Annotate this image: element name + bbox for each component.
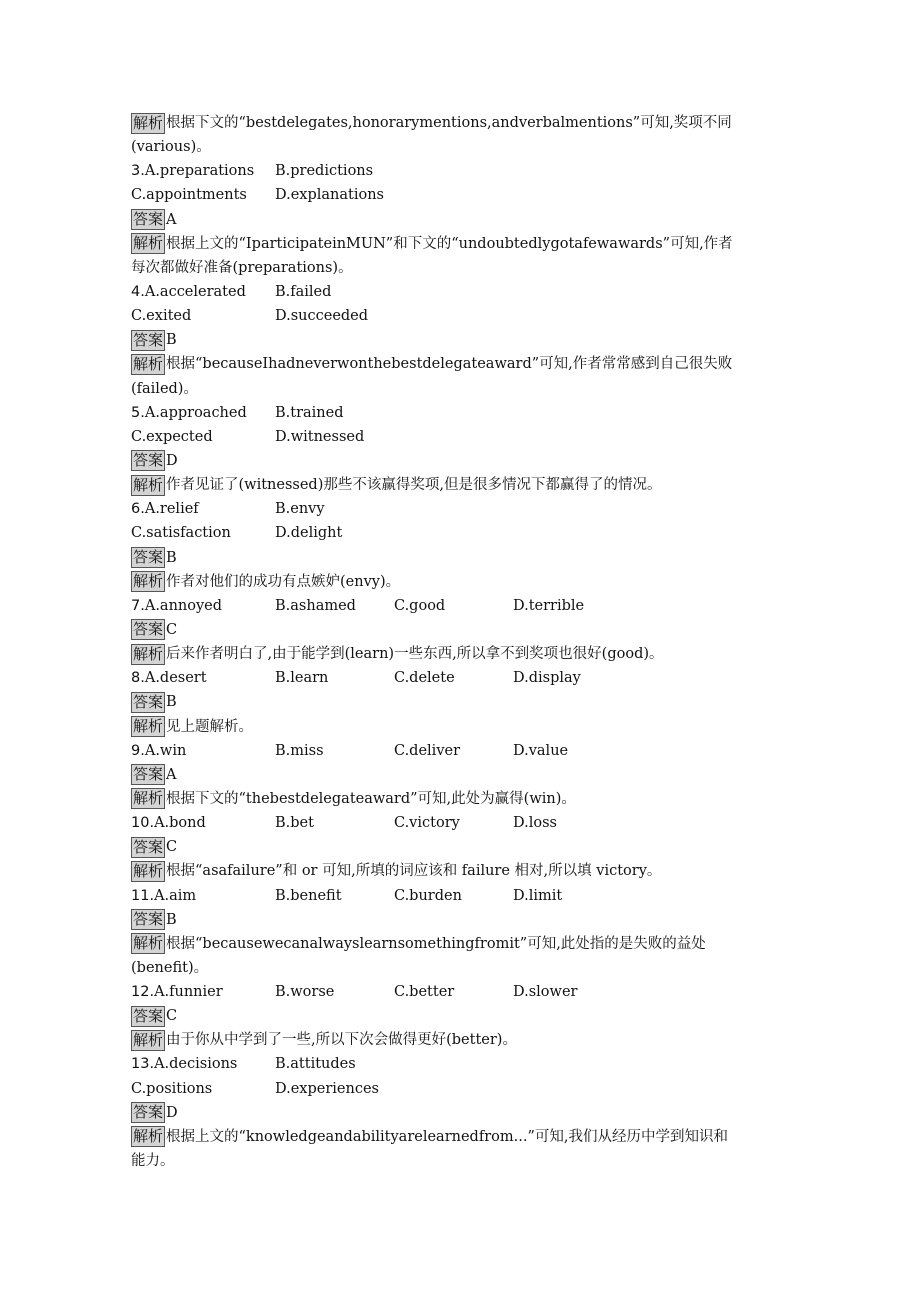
answer-text: B [166,694,177,711]
option-choice [513,666,581,690]
option-choice [275,497,325,521]
option-text: A.desert [144,670,207,687]
answer-label: 答案 [133,210,164,229]
question-number: 7. [131,597,145,614]
option-choice [275,811,314,835]
option-choice [131,594,222,618]
answer-line [131,1101,811,1125]
analysis-text: 由于你从中学到了一些,所以下次会做得更好(better)。 [166,1032,517,1049]
option-choice [275,159,373,183]
option-text: A.decisions [154,1056,238,1073]
answer-label: 答案 [133,692,164,711]
text-line [131,135,811,159]
option-text: B.envy [275,501,325,518]
options-line [131,280,811,304]
option-choice [394,811,460,835]
text-line [131,956,811,980]
analysis-text: 后来作者明白了,由于能学到(learn)一些东西,所以拿不到奖项也很好(good)。 [166,646,664,663]
option-text: A.bond [154,815,206,832]
option-choice [513,884,562,908]
option-choice [275,521,342,545]
analysis-line [131,1028,811,1052]
options-line [131,425,811,449]
option-text: A.approached [144,404,247,421]
analysis-text: 作者对他们的成功有点嫉妒(envy)。 [166,573,401,590]
text-line [131,1149,811,1173]
option-text: C.deliver [394,742,461,759]
analysis-label: 解析 [133,717,164,736]
answer-text: D [166,1104,178,1121]
option-text: B.worse [275,984,335,1001]
option-choice [513,594,584,618]
option-choice [275,401,344,425]
option-choice [394,980,454,1004]
option-choice [394,594,445,618]
option-text: C.delete [394,670,455,687]
question-number: 4. [131,283,145,300]
answer-line [131,449,811,473]
question-number: 5. [131,404,145,421]
option-text: D.limit [513,887,563,904]
options-line [131,1077,811,1101]
answer-line [131,546,811,570]
analysis-line [131,352,811,376]
analysis-label: 解析 [133,644,164,663]
option-choice [513,739,568,763]
answer-label: 答案 [133,910,164,929]
analysis-label: 解析 [133,354,164,373]
option-text: C.expected [131,428,213,445]
answer-label: 答案 [133,548,164,567]
continuation-text: 每次都做好准备(preparations)。 [131,259,353,276]
analysis-label: 解析 [133,934,164,953]
option-text: C.good [394,597,446,614]
analysis-label: 解析 [133,789,164,808]
question-number: 8. [131,670,145,687]
option-choice [275,884,342,908]
answer-text: A [166,766,177,783]
option-choice [275,1077,379,1101]
option-choice [131,811,206,835]
option-choice [275,1052,356,1076]
answer-line [131,908,811,932]
analysis-line [131,642,811,666]
option-choice [275,280,331,304]
answer-line [131,1004,811,1028]
option-choice [275,594,356,618]
answer-line [131,208,811,232]
option-text: B.trained [275,404,344,421]
options-line [131,521,811,545]
analysis-label: 解析 [133,475,164,494]
options-line [131,980,811,1004]
answer-text: C [166,621,178,638]
option-text: B.attitudes [275,1056,356,1073]
option-choice [275,980,334,1004]
analysis-line [131,787,811,811]
option-text: A.preparations [144,163,255,180]
option-text: A.funnier [154,984,223,1001]
option-text: C.burden [394,887,462,904]
analysis-line [131,232,811,256]
analysis-text: 根据上文的“knowledgeandabilityarelearnedfrom...”可知,我们从经历中学到知识和 [166,1128,728,1145]
option-text: B.bet [275,815,314,832]
answer-text: B [166,549,177,566]
analysis-label: 解析 [133,572,164,591]
analysis-line [131,859,811,883]
option-choice [394,666,455,690]
text-line [131,256,811,280]
options-line [131,1052,811,1076]
option-choice [394,739,460,763]
answer-text: A [166,211,177,228]
question-number: 6. [131,501,145,518]
answer-text: C [166,1008,178,1025]
analysis-line [131,111,811,135]
option-text: B.failed [275,283,332,300]
continuation-text: (various)。 [131,139,211,156]
option-text: D.succeeded [275,308,369,325]
options-line [131,739,811,763]
option-choice [275,183,384,207]
option-text: B.benefit [275,887,342,904]
option-choice [275,425,364,449]
option-choice [131,401,247,425]
analysis-label: 解析 [133,861,164,880]
answer-label: 答案 [133,1103,164,1122]
option-text: D.terrible [513,597,585,614]
answer-line [131,835,811,859]
analysis-line [131,715,811,739]
analysis-line [131,473,811,497]
question-number: 10. [131,815,155,832]
answer-text: C [166,839,178,856]
question-number: 13. [131,1056,155,1073]
analysis-text: 见上题解析。 [166,718,254,735]
analysis-text: 根据下文的“bestdelegates,honorarymentions,andverbalmentions”可知,奖项不同 [166,115,732,131]
analysis-line [131,1125,811,1149]
option-choice [275,666,328,690]
analysis-text: 根据下文的“thebestdelegateaward”可知,此处为赢得(win)。 [166,790,576,807]
options-line [131,159,811,183]
option-text: D.display [513,670,581,687]
answer-label: 答案 [133,1006,164,1025]
option-choice [275,304,368,328]
option-choice [131,280,246,304]
answer-label: 答案 [133,837,164,856]
option-text: D.loss [513,815,557,832]
option-choice [131,1077,212,1101]
analysis-text: 根据“asafailure”和 or 可知,所填的词应该和 failure 相对,所以填 victory。 [166,863,662,880]
option-text: D.experiences [275,1080,379,1097]
text-line [131,377,811,401]
analysis-label: 解析 [133,113,164,132]
question-number: 3. [131,163,145,180]
option-text: C.victory [394,815,460,832]
option-choice [131,884,196,908]
continuation-text: (benefit)。 [131,959,209,976]
continuation-text: 能力。 [131,1153,175,1170]
options-line [131,594,811,618]
option-text: B.predictions [275,163,374,180]
analysis-label: 解析 [133,234,164,253]
answer-text: D [166,452,178,469]
answer-line [131,618,811,642]
option-text: C.better [394,984,455,1001]
option-text: B.learn [275,670,329,687]
option-choice [513,811,557,835]
analysis-label: 解析 [133,1030,164,1049]
option-text: C.positions [131,1080,213,1097]
option-choice [275,739,324,763]
option-choice [131,521,231,545]
option-choice [131,980,223,1004]
option-text: C.satisfaction [131,525,231,542]
option-text: C.appointments [131,187,247,204]
option-choice [131,666,207,690]
option-text: C.exited [131,308,192,325]
option-text: B.miss [275,742,324,759]
continuation-text: (failed)。 [131,380,198,397]
options-line [131,401,811,425]
question-number: 11. [131,887,155,904]
answer-text: B [166,911,177,928]
option-text: D.witnessed [275,428,365,445]
answer-label: 答案 [133,451,164,470]
answer-text: B [166,332,177,349]
option-text: A.accelerated [144,283,246,300]
option-choice [394,884,462,908]
option-choice [131,739,186,763]
answer-line [131,328,811,352]
option-text: D.delight [275,525,343,542]
question-number: 12. [131,984,155,1001]
option-text: A.annoyed [144,597,223,614]
option-choice [513,980,577,1004]
option-text: B.ashamed [275,597,356,614]
analysis-label: 解析 [133,1127,164,1146]
option-choice [131,497,199,521]
options-line [131,497,811,521]
answer-line [131,690,811,714]
options-line [131,811,811,835]
analysis-text: 根据“becauseIhadneverwonthebestdelegateaward”可知,作者常常感到自己很失败 [166,356,733,373]
option-choice [131,304,191,328]
option-text: D.value [513,742,569,759]
option-choice [131,159,254,183]
options-line [131,666,811,690]
options-line [131,183,811,207]
analysis-line [131,570,811,594]
answer-line [131,763,811,787]
option-text: A.win [144,742,187,759]
option-choice [131,425,213,449]
analysis-text: 根据上文的“IparticipateinMUN”和下文的“undoubtedlygotafewawards”可知,作者 [166,235,733,252]
analysis-text: 根据“becausewecanalwayslearnsomethingfromit”可知,此处指的是失败的益处 [166,935,706,952]
option-text: D.explanations [275,187,384,204]
answer-label: 答案 [133,330,164,349]
option-text: A.relief [144,501,199,518]
option-text: D.slower [513,984,578,1001]
answer-key-document [131,111,811,1173]
option-choice [131,183,247,207]
option-text: A.aim [154,887,197,904]
question-number: 9. [131,742,145,759]
answer-label: 答案 [133,765,164,784]
analysis-text: 作者见证了(witnessed)那些不该赢得奖项,但是很多情况下都赢得了的情况。 [166,477,662,494]
option-choice [131,1052,237,1076]
answer-label: 答案 [133,620,164,639]
options-line [131,304,811,328]
options-line [131,884,811,908]
analysis-line [131,932,811,956]
